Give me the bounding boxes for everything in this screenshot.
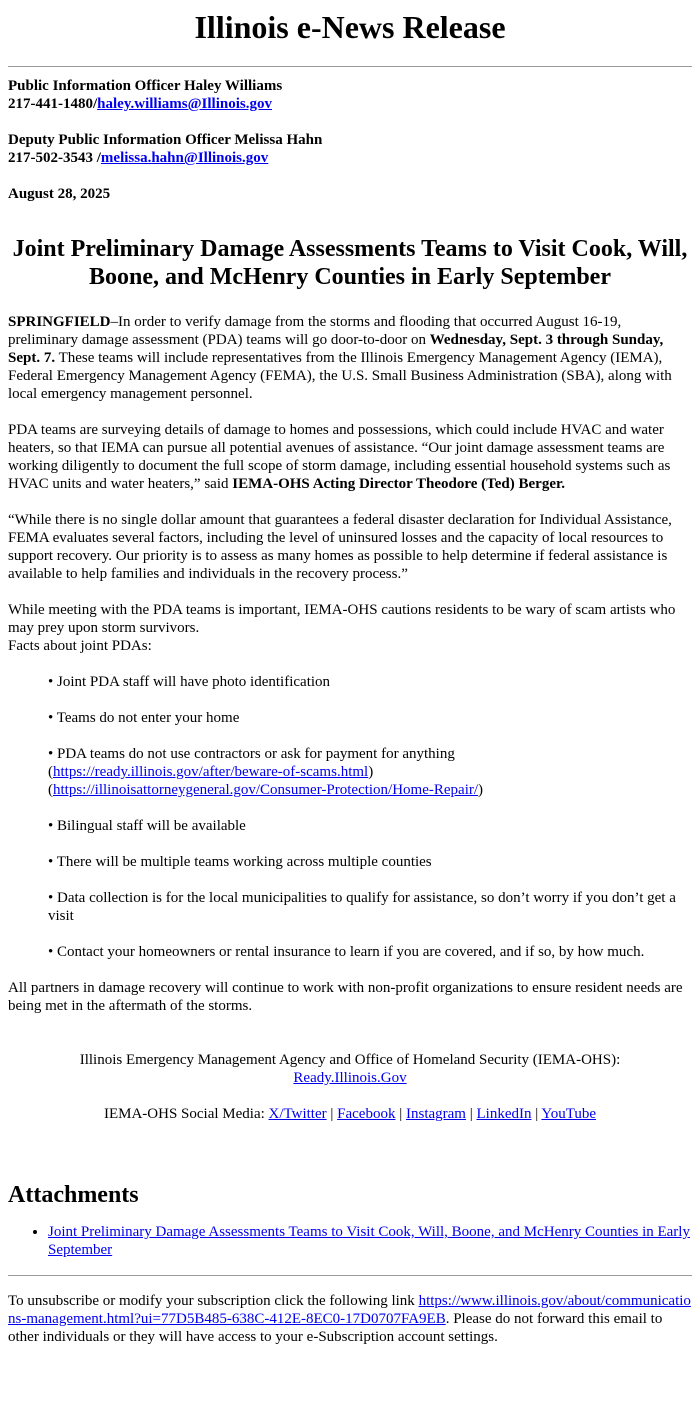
paragraph-4: [8, 601, 692, 655]
instagram-link[interactable]: Instagram: [405, 1106, 466, 1122]
top-divider: [8, 66, 692, 67]
paragraph-1-dates: Wednesday, Sept. 3 through Sunday, Sept. 7.: [8, 332, 664, 366]
unsubscribe-link[interactable]: https://www.illinois.gov/about/communications-management.html?ui=77D5B485-638C-412E-8EC0-17D0707FA9EB: [8, 1293, 691, 1327]
agency-block: [8, 1051, 692, 1123]
agency-line: Illinois Emergency Management Agency and Office of Homeland Security (IEMA-OHS):: [79, 1052, 621, 1068]
fact-item-7: • Contact your homeowners or rental insurance to learn if you are covered, and if so, by how much.: [48, 944, 645, 960]
social-media-line: IEMA-OHS Social Media: X/Twitter | Facebook | Instagram | LinkedIn | YouTube: [103, 1106, 597, 1122]
scams-link[interactable]: https://ready.illinois.gov/after/beware-of-scams.html: [53, 764, 369, 780]
attachments-heading: Attachments: [8, 1182, 139, 1208]
dateline: SPRINGFIELD: [8, 314, 111, 330]
paragraph-4-line1: While meeting with the PDA teams is important, IEMA-OHS cautions residents to be wary of scam artists who may prey upon storm survivors.: [8, 602, 676, 636]
officer2-email-link[interactable]: melissa.hahn@Illinois.gov: [100, 150, 269, 166]
officer2-name: Deputy Public Information Officer Melissa Hahn: [8, 132, 323, 148]
article-headline: Joint Preliminary Damage Assessments Teams to Visit Cook, Will, Boone, and McHenry Counties in Early September: [12, 236, 688, 290]
officer1-phone: 217-441-1480/: [8, 96, 98, 112]
fact-item-6: • Data collection is for the local municipalities to qualify for assistance, so don’t worry if you don’t get a visit: [48, 890, 676, 924]
officer2-phone: 217-502-3543 /: [8, 150, 101, 166]
fact-item-2: • Teams do not enter your home: [48, 710, 240, 726]
officer2-contact: [8, 149, 692, 167]
fact-item-1: • Joint PDA staff will have photo identification: [48, 674, 331, 690]
officer1-contact: [8, 95, 692, 113]
fact-item-3: • PDA teams do not use contractors or ask for payment for anything (https://ready.illinois.gov/after/beware-of-scams.html) (https://illinoisattorneygeneral.gov/Consumer-Protection/Home-Repair/): [48, 746, 484, 798]
page: [0, 8, 700, 1346]
fact-item-3-text: • PDA teams do not use contractors or ask for payment for anything: [48, 746, 455, 762]
paragraph-1-text-a: –In order to verify damage from the storms and flooding that occurred August 16-19, preliminary damage assessment (PDA) teams will go door-to-door on: [8, 314, 622, 348]
attachment-item: [48, 1223, 692, 1259]
fact-item-5: • There will be multiple teams working across multiple counties: [48, 854, 432, 870]
linkedin-link[interactable]: LinkedIn: [476, 1106, 532, 1122]
bottom-divider: [8, 1275, 692, 1276]
unsubscribe-footer: [8, 1292, 692, 1346]
attachment-link[interactable]: Joint Preliminary Damage Assessments Teams to Visit Cook, Will, Boone, and McHenry Counties in Early September: [48, 1224, 690, 1258]
social-media-label: IEMA-OHS Social Media:: [103, 1106, 269, 1122]
youtube-link[interactable]: YouTube: [541, 1106, 597, 1122]
twitter-link[interactable]: X/Twitter: [268, 1106, 327, 1122]
contact-block: [8, 77, 692, 203]
ready-illinois-link[interactable]: Ready.Illinois.Gov: [293, 1070, 407, 1086]
facts-intro: Facts about joint PDAs:: [8, 638, 152, 654]
officer1-email-link[interactable]: haley.williams@Illinois.gov: [97, 96, 272, 112]
paragraph-2-speaker: IEMA-OHS Acting Director Theodore (Ted) Berger.: [232, 476, 566, 492]
paragraph-1-text-b: These teams will include representatives from the Illinois Emergency Management Agency (IEMA), Federal Emergency Management Agency (FEMA), the U.S. Small Business Administration (SBA), along with local emergency management personnel.: [8, 350, 672, 402]
footer-text-a: To unsubscribe or modify your subscription click the following link: [8, 1293, 419, 1309]
paragraph-1: [8, 313, 692, 403]
fact-item-4: • Bilingual staff will be available: [48, 818, 246, 834]
release-date: August 28, 2025: [8, 186, 111, 202]
paragraph-2-text: PDA teams are surveying details of damage to homes and possessions, which could include HVAC and water heaters, so that IEMA can pursue all potential avenues of assistance. “Our joint damage assessment teams are working diligently to document the full scope of storm damage, including essential household systems such as HVAC units and water heaters,” said: [8, 422, 671, 492]
officer1-name: Public Information Officer Haley Williams: [8, 78, 283, 94]
footer-text-b: . Please do not forward this email to other individuals or they will have access to your e-Subscription account settings.: [8, 1311, 663, 1345]
attachments-list: [8, 1223, 692, 1259]
paragraph-3: “While there is no single dollar amount that guarantees a federal disaster declaration for Individual Assistance, FEMA evaluates several factors, including the level of uninsured losses and the capacity of local resources to support recovery. Our priority is to assess as many homes as possible to help determine if federal assistance is available to help families and individuals in the recovery process.”: [8, 512, 672, 582]
page-title: Illinois e-News Release: [194, 9, 506, 45]
facebook-link[interactable]: Facebook: [337, 1106, 396, 1122]
closing-paragraph: All partners in damage recovery will continue to work with non-profit organizations to ensure resident needs are being met in the aftermath of the storms.: [8, 980, 683, 1014]
paragraph-2: [8, 421, 692, 493]
attorney-general-link[interactable]: https://illinoisattorneygeneral.gov/Consumer-Protection/Home-Repair/: [53, 782, 479, 798]
